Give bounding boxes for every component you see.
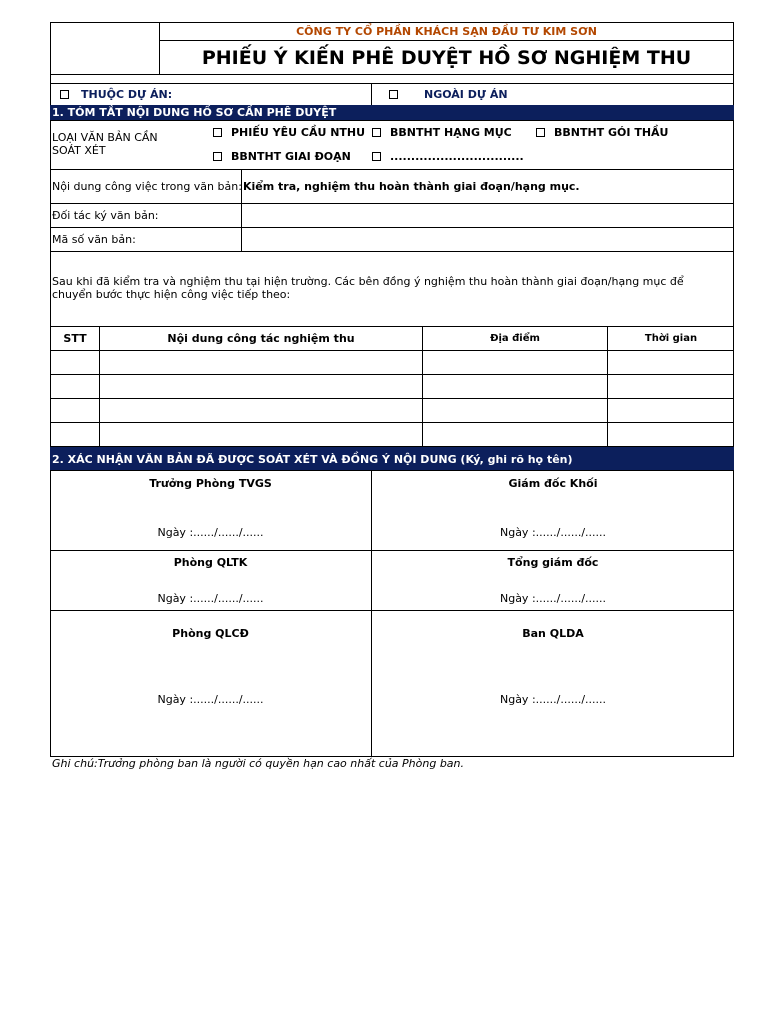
signer-giam-doc-khoi: Giám đốc Khối (508, 476, 598, 490)
row-line (50, 350, 734, 351)
option-checkbox[interactable] (372, 128, 381, 137)
section2-header: 2. XÁC NHẬN VĂN BẢN ĐÃ ĐƯỢC SOÁT XÉT VÀ ĐỒNG Ý NỘI DUNG (Ký, ghi rõ họ tên) (50, 447, 734, 471)
footer-note-label: Ghi chú: (52, 757, 98, 770)
in-project-label: THUỘC DỰ ÁN: (81, 88, 173, 101)
signer-phong-qlcd: Phòng QLCĐ (172, 626, 249, 640)
table-header-stt: STT (63, 331, 87, 345)
option-checkbox[interactable] (213, 152, 222, 161)
partner-label: Đối tác ký văn bản: (52, 209, 159, 222)
logo-box (50, 22, 160, 75)
partner-input[interactable] (242, 204, 733, 227)
row-line (50, 374, 734, 375)
option-goi-thau[interactable] (536, 126, 668, 139)
sign-date[interactable]: Ngày :....../....../...... (499, 692, 606, 706)
out-project-checkbox[interactable] (389, 90, 398, 99)
option-checkbox[interactable] (213, 128, 222, 137)
table-header-location: Địa điểm (490, 332, 540, 344)
row-line (50, 422, 734, 423)
signer-truong-phong-tvgs: Trưởng Phòng TVGS (149, 476, 272, 490)
code-label: Mã số văn bản: (52, 233, 136, 246)
table-header-content: Nội dung công tác nghiệm thu (167, 331, 355, 345)
content-label: Nội dung công việc trong văn bản: (52, 180, 242, 193)
sig-row-line (50, 550, 734, 551)
sign-date[interactable]: Ngày :....../....../...... (499, 525, 606, 539)
option-label: ................................ (390, 150, 524, 163)
option-checkbox[interactable] (372, 152, 381, 161)
code-input[interactable] (242, 228, 733, 251)
page-title: PHIẾU Ý KIẾN PHÊ DUYỆT HỒ SƠ NGHIỆM THU (159, 40, 734, 75)
signer-tong-giam-doc: Tổng giám đốc (507, 555, 599, 569)
sign-date[interactable]: Ngày :....../....../...... (157, 591, 264, 605)
content-value[interactable]: Kiểm tra, nghiệm thu hoàn thành giai đoạn/hạng mục. (243, 180, 580, 193)
option-hang-muc[interactable] (372, 126, 512, 139)
in-project-checkbox[interactable] (60, 90, 69, 99)
sig-divider (371, 470, 372, 757)
row-line (50, 398, 734, 399)
sign-date[interactable]: Ngày :....../....../...... (499, 591, 606, 605)
in-project-cell (50, 83, 372, 106)
out-project-label: NGOÀI DỰ ÁN (424, 88, 508, 101)
signer-ban-qlda: Ban QLDA (522, 626, 584, 640)
option-phieu-yeu-cau[interactable] (213, 126, 365, 139)
signer-phong-qltk: Phòng QLTK (173, 555, 248, 569)
out-project-cell (371, 83, 734, 106)
company-name: CÔNG TY CỔ PHẦN KHÁCH SẠN ĐẦU TƯ KIM SƠN (159, 22, 734, 41)
sig-row-line (50, 610, 734, 611)
signature-grid (50, 470, 734, 757)
sign-date[interactable]: Ngày :....../....../...... (157, 692, 264, 706)
option-label: BBNTHT GÓI THẦU (554, 126, 669, 139)
option-other[interactable] (372, 150, 524, 163)
option-giai-doan[interactable] (213, 150, 351, 163)
doc-type-label: LOẠI VĂN BẢN CẦN SOÁT XÉT (52, 131, 158, 157)
option-label: BBNTHT GIAI ĐOẠN (231, 150, 351, 163)
table-header-time: Thời gian (644, 332, 698, 344)
footer-note (52, 757, 464, 770)
paragraph-text: Sau khi đã kiểm tra và nghiệm thu tại hiện trường. Các bên đồng ý nghiệm thu hoàn thành giai đoạn/hạng mục để chuyển bước thực hiện công việc tiếp theo: (52, 275, 684, 301)
sign-date[interactable]: Ngày :....../....../...... (157, 525, 264, 539)
section1-header: 1. TÓM TẮT NỘI DUNG HỒ SƠ CẦN PHÊ DUYỆT (50, 105, 734, 120)
option-checkbox[interactable] (536, 128, 545, 137)
footer-note-text: Trưởng phòng ban là người có quyền hạn cao nhất của Phòng ban. (97, 757, 465, 770)
option-label: PHIẾU YÊU CẦU NTHU (231, 126, 366, 139)
option-label: BBNTHT HẠNG MỤC (390, 126, 512, 139)
